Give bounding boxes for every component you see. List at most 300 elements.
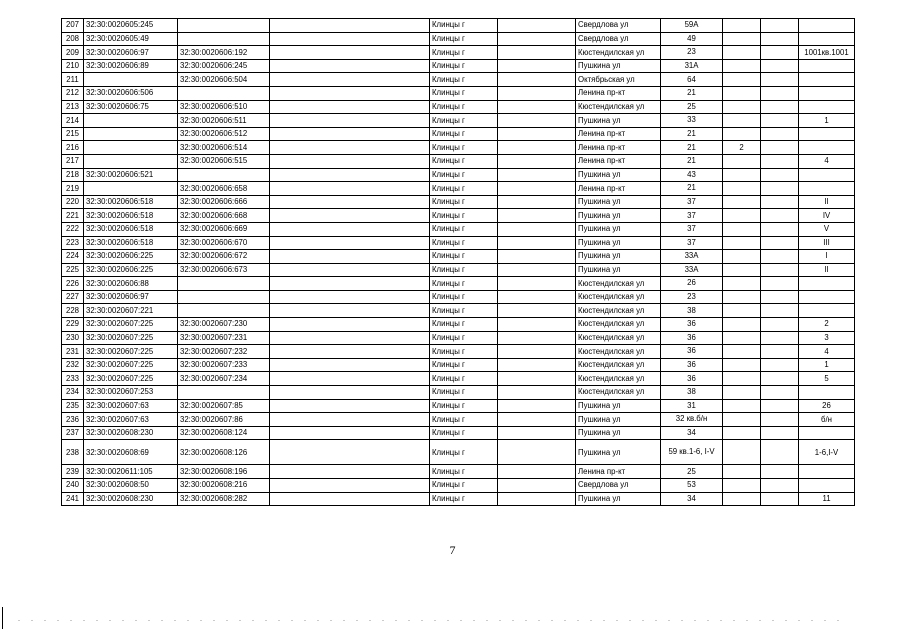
room-number-cell: [799, 32, 855, 46]
cadastral-number-parcel-cell: [84, 73, 178, 87]
room-number-cell: [799, 479, 855, 493]
flat-number-cell: [723, 479, 761, 493]
street-cell: Кюстендилская ул: [576, 290, 661, 304]
room-number-cell: [799, 386, 855, 400]
room-number-cell: 26: [799, 399, 855, 413]
empty-cell-cell: [498, 386, 576, 400]
row-number-cell: 231: [62, 345, 84, 359]
room-number-cell: б/н: [799, 413, 855, 427]
empty-cell-cell: [270, 209, 430, 223]
house-number-cell: 33А: [661, 250, 723, 264]
table-row: [62, 168, 855, 182]
empty-cell-cell: [498, 236, 576, 250]
empty-cell-cell: [498, 440, 576, 465]
extra-cell-cell: [761, 59, 799, 73]
table-row: [62, 263, 855, 277]
empty-cell-cell: [270, 372, 430, 386]
city-cell: Клинцы г: [430, 236, 498, 250]
empty-cell-cell: [498, 290, 576, 304]
house-number-cell: 59А: [661, 19, 723, 33]
room-number-cell: [799, 73, 855, 87]
extra-cell-cell: [761, 399, 799, 413]
cadastral-number-object-cell: 32:30:0020606:658: [178, 182, 270, 196]
flat-number-cell: [723, 222, 761, 236]
house-number-cell: 26: [661, 277, 723, 291]
house-number-cell: 33А: [661, 263, 723, 277]
city-cell: Клинцы г: [430, 100, 498, 114]
empty-cell-cell: [498, 277, 576, 291]
empty-cell-cell: [270, 399, 430, 413]
empty-cell-cell: [498, 86, 576, 100]
room-number-cell: [799, 86, 855, 100]
city-cell: Клинцы г: [430, 290, 498, 304]
cadastral-number-object-cell: 32:30:0020606:511: [178, 114, 270, 128]
row-number-cell: 211: [62, 73, 84, 87]
row-number-cell: 224: [62, 250, 84, 264]
table-row: [62, 399, 855, 413]
empty-cell-cell: [270, 345, 430, 359]
empty-cell-cell: [270, 195, 430, 209]
empty-cell-cell: [270, 236, 430, 250]
table-row: [62, 182, 855, 196]
city-cell: Клинцы г: [430, 331, 498, 345]
flat-number-cell: [723, 386, 761, 400]
cadastral-number-parcel-cell: 32:30:0020606:518: [84, 222, 178, 236]
empty-cell-cell: [270, 141, 430, 155]
extra-cell-cell: [761, 209, 799, 223]
room-number-cell: V: [799, 222, 855, 236]
room-number-cell: I: [799, 250, 855, 264]
empty-cell-cell: [270, 127, 430, 141]
table-row: [62, 277, 855, 291]
extra-cell-cell: [761, 492, 799, 506]
house-number-cell: 37: [661, 222, 723, 236]
extra-cell-cell: [761, 465, 799, 479]
city-cell: Клинцы г: [430, 492, 498, 506]
cadastral-number-object-cell: 32:30:0020606:192: [178, 46, 270, 60]
street-cell: Пушкина ул: [576, 195, 661, 209]
extra-cell-cell: [761, 127, 799, 141]
empty-cell-cell: [270, 32, 430, 46]
cadastral-number-object-cell: [178, 19, 270, 33]
empty-cell-cell: [498, 182, 576, 196]
cadastral-number-parcel-cell: 32:30:0020606:518: [84, 195, 178, 209]
extra-cell-cell: [761, 32, 799, 46]
cadastral-number-object-cell: 32:30:0020606:512: [178, 127, 270, 141]
extra-cell-cell: [761, 290, 799, 304]
empty-cell-cell: [498, 46, 576, 60]
table-row: [62, 209, 855, 223]
house-number-cell: 37: [661, 195, 723, 209]
cadastral-number-parcel-cell: 32:30:0020606:89: [84, 59, 178, 73]
cadastral-number-object-cell: [178, 168, 270, 182]
room-number-cell: 1-6,I-V: [799, 440, 855, 465]
extra-cell-cell: [761, 222, 799, 236]
house-number-cell: 25: [661, 465, 723, 479]
empty-cell-cell: [498, 358, 576, 372]
cadastral-number-object-cell: [178, 290, 270, 304]
flat-number-cell: [723, 32, 761, 46]
city-cell: Клинцы г: [430, 195, 498, 209]
cadastral-number-object-cell: [178, 304, 270, 318]
row-number-cell: 208: [62, 32, 84, 46]
city-cell: Клинцы г: [430, 19, 498, 33]
empty-cell-cell: [498, 168, 576, 182]
street-cell: Кюстендилская ул: [576, 358, 661, 372]
scan-noise-line: [18, 620, 845, 621]
house-number-cell: 34: [661, 492, 723, 506]
extra-cell-cell: [761, 182, 799, 196]
house-number-cell: 21: [661, 182, 723, 196]
cadastral-number-object-cell: 32:30:0020608:282: [178, 492, 270, 506]
empty-cell-cell: [270, 426, 430, 440]
flat-number-cell: [723, 195, 761, 209]
cadastral-number-parcel-cell: 32:30:0020607:253: [84, 386, 178, 400]
room-number-cell: 1001кв.1001: [799, 46, 855, 60]
table-row: [62, 479, 855, 493]
table-row: [62, 46, 855, 60]
city-cell: Клинцы г: [430, 46, 498, 60]
empty-cell-cell: [498, 304, 576, 318]
empty-cell-cell: [498, 426, 576, 440]
flat-number-cell: [723, 413, 761, 427]
row-number-cell: 216: [62, 141, 84, 155]
empty-cell-cell: [498, 318, 576, 332]
row-number-cell: 229: [62, 318, 84, 332]
table-row: [62, 492, 855, 506]
table-row: [62, 250, 855, 264]
empty-cell-cell: [270, 100, 430, 114]
cadastral-number-parcel-cell: 32:30:0020606:518: [84, 209, 178, 223]
cadastral-number-parcel-cell: 32:30:0020608:230: [84, 426, 178, 440]
room-number-cell: [799, 168, 855, 182]
extra-cell-cell: [761, 19, 799, 33]
street-cell: Пушкина ул: [576, 413, 661, 427]
house-number-cell: 25: [661, 100, 723, 114]
flat-number-cell: [723, 127, 761, 141]
cadastral-number-parcel-cell: 32:30:0020606:506: [84, 86, 178, 100]
flat-number-cell: [723, 277, 761, 291]
row-number-cell: 214: [62, 114, 84, 128]
house-number-cell: 37: [661, 236, 723, 250]
cadastral-number-object-cell: 32:30:0020607:234: [178, 372, 270, 386]
street-cell: Кюстендилская ул: [576, 386, 661, 400]
empty-cell-cell: [498, 32, 576, 46]
flat-number-cell: [723, 358, 761, 372]
flat-number-cell: 2: [723, 141, 761, 155]
extra-cell-cell: [761, 386, 799, 400]
city-cell: Клинцы г: [430, 399, 498, 413]
house-number-cell: 36: [661, 318, 723, 332]
extra-cell-cell: [761, 304, 799, 318]
row-number-cell: 207: [62, 19, 84, 33]
empty-cell-cell: [270, 479, 430, 493]
flat-number-cell: [723, 440, 761, 465]
empty-cell-cell: [270, 19, 430, 33]
flat-number-cell: [723, 86, 761, 100]
street-cell: Пушкина ул: [576, 263, 661, 277]
cadastral-number-parcel-cell: 32:30:0020608:230: [84, 492, 178, 506]
house-number-cell: 37: [661, 209, 723, 223]
flat-number-cell: [723, 19, 761, 33]
street-cell: Ленина пр-кт: [576, 127, 661, 141]
empty-cell-cell: [498, 465, 576, 479]
cadastral-number-parcel-cell: 32:30:0020607:221: [84, 304, 178, 318]
cadastral-number-object-cell: 32:30:0020606:673: [178, 263, 270, 277]
street-cell: Октябрьская ул: [576, 73, 661, 87]
cadastral-number-parcel-cell: [84, 114, 178, 128]
house-number-cell: 53: [661, 479, 723, 493]
table-row: [62, 141, 855, 155]
cadastral-number-object-cell: 32:30:0020607:231: [178, 331, 270, 345]
row-number-cell: 219: [62, 182, 84, 196]
city-cell: Клинцы г: [430, 372, 498, 386]
cadastral-number-parcel-cell: 32:30:0020608:69: [84, 440, 178, 465]
room-number-cell: 4: [799, 345, 855, 359]
flat-number-cell: [723, 345, 761, 359]
flat-number-cell: [723, 492, 761, 506]
row-number-cell: 241: [62, 492, 84, 506]
extra-cell-cell: [761, 331, 799, 345]
flat-number-cell: [723, 331, 761, 345]
cadastral-number-object-cell: 32:30:0020606:510: [178, 100, 270, 114]
cadastral-number-parcel-cell: [84, 127, 178, 141]
house-number-cell: 64: [661, 73, 723, 87]
city-cell: Клинцы г: [430, 358, 498, 372]
house-number-cell: 36: [661, 372, 723, 386]
cadastral-number-object-cell: [178, 277, 270, 291]
street-cell: Пушкина ул: [576, 250, 661, 264]
flat-number-cell: [723, 304, 761, 318]
empty-cell-cell: [498, 399, 576, 413]
row-number-cell: 218: [62, 168, 84, 182]
empty-cell-cell: [270, 304, 430, 318]
room-number-cell: 1: [799, 358, 855, 372]
empty-cell-cell: [498, 127, 576, 141]
cadastral-number-object-cell: 32:30:0020608:216: [178, 479, 270, 493]
flat-number-cell: [723, 46, 761, 60]
table-row: [62, 236, 855, 250]
cadastral-number-object-cell: [178, 86, 270, 100]
extra-cell-cell: [761, 86, 799, 100]
street-cell: Ленина пр-кт: [576, 465, 661, 479]
city-cell: Клинцы г: [430, 114, 498, 128]
extra-cell-cell: [761, 440, 799, 465]
street-cell: Кюстендилская ул: [576, 46, 661, 60]
empty-cell-cell: [270, 277, 430, 291]
flat-number-cell: [723, 73, 761, 87]
city-cell: Клинцы г: [430, 168, 498, 182]
empty-cell-cell: [498, 331, 576, 345]
registry-table: [61, 18, 855, 506]
table-row: [62, 318, 855, 332]
extra-cell-cell: [761, 263, 799, 277]
extra-cell-cell: [761, 372, 799, 386]
table-row: [62, 73, 855, 87]
table-row: [62, 114, 855, 128]
house-number-cell: 34: [661, 426, 723, 440]
table-row: [62, 59, 855, 73]
street-cell: Кюстендилская ул: [576, 304, 661, 318]
room-number-cell: [799, 127, 855, 141]
cadastral-number-parcel-cell: [84, 141, 178, 155]
flat-number-cell: [723, 59, 761, 73]
street-cell: Пушкина ул: [576, 59, 661, 73]
room-number-cell: [799, 100, 855, 114]
scan-edge-mark: [2, 607, 3, 629]
cadastral-number-parcel-cell: 32:30:0020607:225: [84, 358, 178, 372]
empty-cell-cell: [498, 372, 576, 386]
table-row: [62, 358, 855, 372]
row-number-cell: 215: [62, 127, 84, 141]
street-cell: Пушкина ул: [576, 492, 661, 506]
room-number-cell: [799, 141, 855, 155]
room-number-cell: [799, 19, 855, 33]
room-number-cell: IV: [799, 209, 855, 223]
row-number-cell: 223: [62, 236, 84, 250]
row-number-cell: 210: [62, 59, 84, 73]
flat-number-cell: [723, 250, 761, 264]
extra-cell-cell: [761, 358, 799, 372]
flat-number-cell: [723, 263, 761, 277]
empty-cell-cell: [270, 318, 430, 332]
cadastral-number-object-cell: 32:30:0020606:515: [178, 154, 270, 168]
house-number-cell: 36: [661, 331, 723, 345]
empty-cell-cell: [270, 263, 430, 277]
street-cell: Кюстендилская ул: [576, 100, 661, 114]
cadastral-number-object-cell: 32:30:0020606:670: [178, 236, 270, 250]
city-cell: Клинцы г: [430, 386, 498, 400]
city-cell: Клинцы г: [430, 465, 498, 479]
table-row: [62, 426, 855, 440]
empty-cell-cell: [498, 345, 576, 359]
room-number-cell: II: [799, 263, 855, 277]
flat-number-cell: [723, 236, 761, 250]
empty-cell-cell: [270, 182, 430, 196]
table-row: [62, 345, 855, 359]
city-cell: Клинцы г: [430, 182, 498, 196]
house-number-cell: 31А: [661, 59, 723, 73]
house-number-cell: 43: [661, 168, 723, 182]
table-row: [62, 386, 855, 400]
empty-cell-cell: [498, 114, 576, 128]
table-row: [62, 304, 855, 318]
table-row: [62, 19, 855, 33]
row-number-cell: 220: [62, 195, 84, 209]
room-number-cell: [799, 426, 855, 440]
city-cell: Клинцы г: [430, 209, 498, 223]
empty-cell-cell: [270, 168, 430, 182]
cadastral-number-object-cell: 32:30:0020606:669: [178, 222, 270, 236]
city-cell: Клинцы г: [430, 304, 498, 318]
room-number-cell: III: [799, 236, 855, 250]
extra-cell-cell: [761, 318, 799, 332]
empty-cell-cell: [270, 86, 430, 100]
cadastral-number-object-cell: 32:30:0020606:245: [178, 59, 270, 73]
flat-number-cell: [723, 426, 761, 440]
city-cell: Клинцы г: [430, 413, 498, 427]
cadastral-number-object-cell: 32:30:0020607:86: [178, 413, 270, 427]
city-cell: Клинцы г: [430, 263, 498, 277]
cadastral-number-parcel-cell: 32:30:0020606:97: [84, 290, 178, 304]
empty-cell-cell: [498, 141, 576, 155]
page-number: 7: [449, 543, 456, 557]
cadastral-number-object-cell: 32:30:0020606:514: [178, 141, 270, 155]
row-number-cell: 222: [62, 222, 84, 236]
empty-cell-cell: [270, 73, 430, 87]
flat-number-cell: [723, 465, 761, 479]
cadastral-number-object-cell: 32:30:0020608:126: [178, 440, 270, 465]
cadastral-number-parcel-cell: 32:30:0020605:49: [84, 32, 178, 46]
cadastral-number-object-cell: 32:30:0020606:666: [178, 195, 270, 209]
house-number-cell: 23: [661, 46, 723, 60]
house-number-cell: 23: [661, 290, 723, 304]
table-row: [62, 32, 855, 46]
cadastral-number-object-cell: [178, 32, 270, 46]
empty-cell-cell: [270, 250, 430, 264]
table-row: [62, 465, 855, 479]
cadastral-number-parcel-cell: 32:30:0020607:63: [84, 399, 178, 413]
row-number-cell: 225: [62, 263, 84, 277]
extra-cell-cell: [761, 195, 799, 209]
empty-cell-cell: [270, 440, 430, 465]
extra-cell-cell: [761, 277, 799, 291]
flat-number-cell: [723, 168, 761, 182]
street-cell: Ленина пр-кт: [576, 182, 661, 196]
row-number-cell: 232: [62, 358, 84, 372]
house-number-cell: 21: [661, 154, 723, 168]
street-cell: Пушкина ул: [576, 440, 661, 465]
empty-cell-cell: [270, 492, 430, 506]
street-cell: Пушкина ул: [576, 114, 661, 128]
flat-number-cell: [723, 372, 761, 386]
room-number-cell: [799, 277, 855, 291]
table-row: [62, 331, 855, 345]
city-cell: Клинцы г: [430, 127, 498, 141]
house-number-cell: 32 кв.б/н: [661, 413, 723, 427]
cadastral-number-object-cell: 32:30:0020607:232: [178, 345, 270, 359]
city-cell: Клинцы г: [430, 59, 498, 73]
empty-cell-cell: [270, 290, 430, 304]
empty-cell-cell: [498, 479, 576, 493]
row-number-cell: 209: [62, 46, 84, 60]
cadastral-number-parcel-cell: 32:30:0020606:521: [84, 168, 178, 182]
cadastral-number-parcel-cell: 32:30:0020605:245: [84, 19, 178, 33]
row-number-cell: 221: [62, 209, 84, 223]
street-cell: Кюстендилская ул: [576, 345, 661, 359]
empty-cell-cell: [498, 73, 576, 87]
row-number-cell: 239: [62, 465, 84, 479]
empty-cell-cell: [270, 222, 430, 236]
house-number-cell: 49: [661, 32, 723, 46]
cadastral-number-parcel-cell: 32:30:0020607:63: [84, 413, 178, 427]
room-number-cell: [799, 182, 855, 196]
row-number-cell: 227: [62, 290, 84, 304]
row-number-cell: 226: [62, 277, 84, 291]
street-cell: Ленина пр-кт: [576, 86, 661, 100]
street-cell: Пушкина ул: [576, 236, 661, 250]
city-cell: Клинцы г: [430, 154, 498, 168]
extra-cell-cell: [761, 100, 799, 114]
row-number-cell: 212: [62, 86, 84, 100]
street-cell: Ленина пр-кт: [576, 154, 661, 168]
room-number-cell: 11: [799, 492, 855, 506]
row-number-cell: 230: [62, 331, 84, 345]
city-cell: Клинцы г: [430, 426, 498, 440]
extra-cell-cell: [761, 154, 799, 168]
table-row: [62, 127, 855, 141]
room-number-cell: 3: [799, 331, 855, 345]
